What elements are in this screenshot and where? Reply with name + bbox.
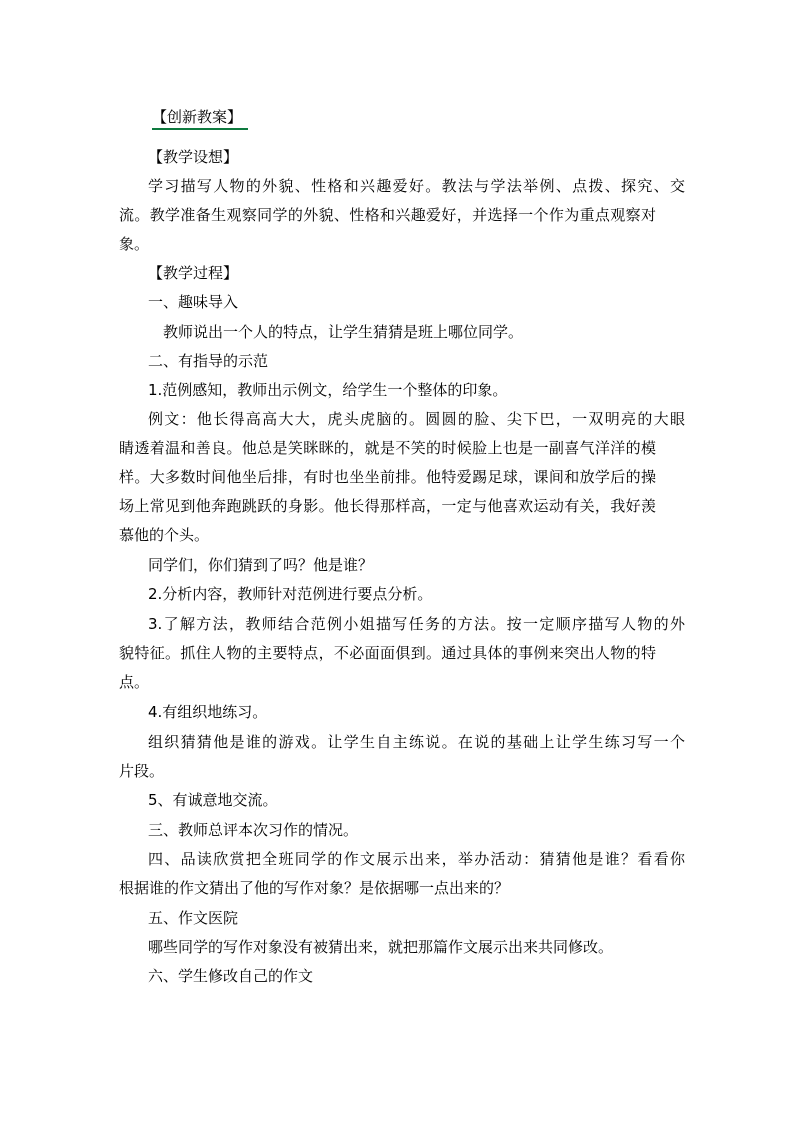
paragraph-line: 2.分析内容，教师针对范例进行要点分析。 — [148, 585, 433, 603]
paragraph-line: 象。 — [119, 235, 150, 253]
paragraph-line: 片段。 — [119, 762, 165, 780]
section-heading-design: 【教学设想】 — [148, 148, 239, 166]
paragraph-line: 例文：他长得高高大大，虎头虎脑的。圆圆的脸、尖下巴，一双明亮的大眼 — [148, 410, 685, 428]
step-heading: 一、趣味导入 — [148, 293, 239, 311]
paragraph-line: 组织猜猜他是谁的游戏。让学生自主练说。在说的基础上让学生练习写一个 — [148, 733, 685, 751]
document-title-block — [152, 107, 246, 127]
paragraph-line: 同学们，你们猜到了吗？他是谁？ — [148, 556, 374, 574]
paragraph-line: 睛透着温和善良。他总是笑眯眯的，就是不笑的时候脸上也是一副喜气洋洋的模 — [119, 439, 656, 457]
paragraph-line: 哪些同学的写作对象没有被猜出来，就把那篇作文展示出来共同修改。 — [148, 938, 614, 956]
paragraph-line: 4.有组织地练习。 — [148, 703, 268, 721]
paragraph-line: 学习描写人物的外貌、性格和兴趣爱好。教法与学法举例、点拨、探究、交 — [148, 177, 685, 195]
paragraph-line: 根据谁的作文猜出了他的写作对象？是依据哪一点出来的？ — [119, 879, 510, 897]
paragraph-line: 四、品读欣赏把全班同学的作文展示出来，举办活动：猜猜他是谁？看看你 — [148, 850, 685, 868]
paragraph-line: 场上常见到他奔跑跳跃的身影。他长得那样高，一定与他喜欢运动有关，我好羡 — [119, 497, 656, 515]
section-heading-process: 【教学过程】 — [148, 264, 239, 282]
paragraph-line: 1.范例感知，教师出示例文，给学生一个整体的印象。 — [148, 381, 508, 399]
document-title: 【创新教案】 — [152, 108, 243, 126]
paragraph-line: 样。大多数时间他坐后排，有时也坐坐前排。他特爱踢足球，课间和放学后的操 — [119, 468, 656, 486]
paragraph-line: 5、有诚意地交流。 — [148, 791, 278, 809]
paragraph-line: 教师说出一个人的特点，让学生猜猜是班上哪位同学。 — [163, 323, 524, 341]
paragraph-line: 流。教学准备生观察同学的外貌、性格和兴趣爱好，并选择一个作为重点观察对 — [119, 206, 656, 224]
paragraph-line: 貌特征。抓住人物的主要特点，不必面面俱到。通过具体的事例来突出人物的特 — [119, 644, 656, 662]
step-heading: 二、有指导的示范 — [148, 352, 269, 370]
step-heading: 五、作文医院 — [148, 909, 239, 927]
paragraph-line: 点。 — [119, 673, 150, 691]
title-underline — [152, 128, 248, 130]
paragraph-line: 慕他的个头。 — [119, 526, 210, 544]
paragraph-line: 3.了解方法，教师结合范例小姐描写任务的方法。按一定顺序描写人物的外 — [148, 615, 685, 633]
step-heading: 六、学生修改自己的作文 — [148, 967, 314, 985]
step-heading: 三、教师总评本次习作的情况。 — [148, 821, 359, 839]
